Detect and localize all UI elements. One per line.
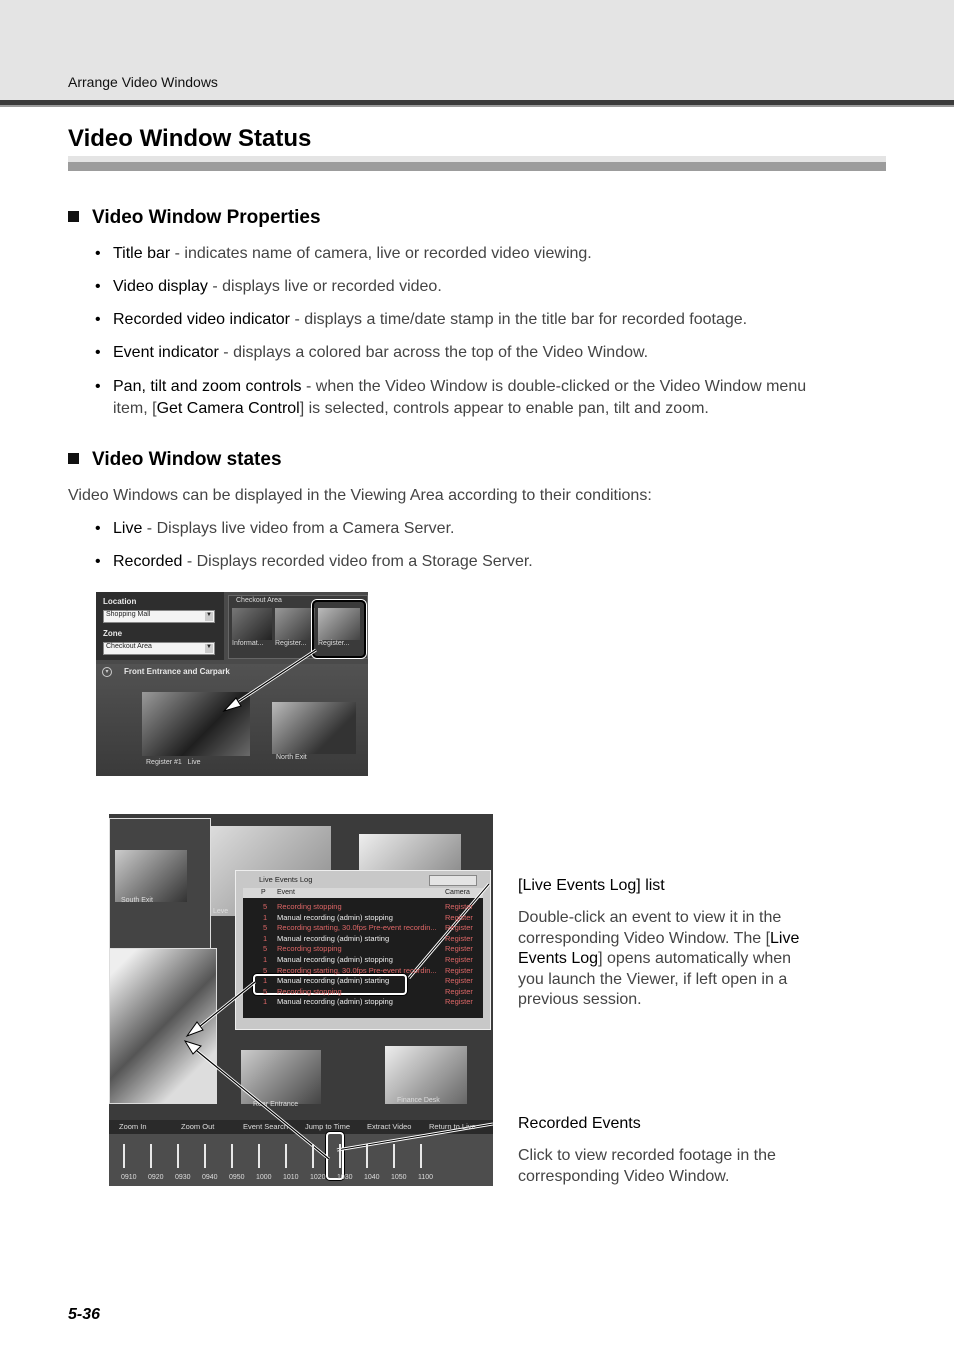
desc: - displays a colored bar across the top of the Video Window. xyxy=(218,344,649,361)
callout-log-title: [Live Events Log] list xyxy=(518,877,665,894)
bullet-icon: • xyxy=(95,278,101,295)
panel-title: Checkout Area xyxy=(236,597,282,604)
toolbar-button[interactable]: Zoom In xyxy=(119,1122,147,1131)
toolbar-button[interactable]: Zoom Out xyxy=(181,1122,215,1131)
toolbar-button[interactable]: Return to Live xyxy=(429,1122,476,1131)
video-window-title: North Exit xyxy=(276,754,307,761)
timeline-tick-label: 0910 xyxy=(121,1174,137,1181)
video-window-state: Live xyxy=(185,1090,198,1097)
states-heading xyxy=(68,449,282,471)
list-item xyxy=(95,376,845,420)
callout-recorded-body: Click to view recorded footage in the corresponding Video Window. xyxy=(518,1147,776,1185)
video-window-title: Rear Entrance xyxy=(253,1101,299,1108)
event-camera: Register xyxy=(445,997,473,1007)
chevron-down-icon: ▼ xyxy=(205,644,213,653)
callout-log-term: Live Events Log xyxy=(518,929,800,967)
desc: - indicates name of camera, live or recorded video viewing. xyxy=(170,245,592,262)
event-name: Recording starting, 30.0fps Pre-event recordin... xyxy=(277,923,437,933)
video-window-title: South Exit xyxy=(121,897,153,904)
event-camera: Register xyxy=(445,955,473,964)
header-rule-thin xyxy=(0,105,954,107)
table-row[interactable] xyxy=(245,923,481,933)
thumbnail-label: Register... xyxy=(275,640,307,647)
bullet-icon: • xyxy=(95,311,101,328)
term: Recorded video indicator xyxy=(113,311,290,328)
event-priority: 5 xyxy=(263,902,268,911)
bullet-icon: • xyxy=(95,344,101,361)
event-name: Manual recording (admin) starting xyxy=(277,933,390,943)
timeline-marker[interactable] xyxy=(123,1144,125,1168)
callout-recorded-title: Recorded Events xyxy=(518,1115,641,1132)
timeline-marker[interactable] xyxy=(258,1144,260,1168)
desc: - Displays live video from a Camera Server. xyxy=(142,520,455,537)
timeline-marker[interactable] xyxy=(420,1144,422,1168)
term: Recorded xyxy=(113,553,183,570)
term: Get Camera Control xyxy=(156,400,300,417)
event-camera: Register xyxy=(445,912,473,922)
event-name: Recording stopping xyxy=(277,944,342,954)
table-row[interactable] xyxy=(245,902,481,912)
term: Title bar xyxy=(113,245,171,262)
zone-value: Checkout Area xyxy=(106,643,152,650)
event-camera: Register xyxy=(445,976,473,986)
bullet-icon: • xyxy=(95,378,101,395)
page-title: Video Window Status xyxy=(68,125,312,152)
states-heading-text: Video Window states xyxy=(92,449,282,470)
event-priority: 1 xyxy=(263,933,268,943)
event-camera: Register xyxy=(445,965,473,975)
zone-label: Zone xyxy=(103,629,123,638)
callout-log-body xyxy=(518,908,818,1011)
viewer-screenshot-1 xyxy=(96,592,368,776)
timeline-marker[interactable] xyxy=(366,1144,368,1168)
timeline-tick-label: 0920 xyxy=(148,1174,164,1181)
table-row[interactable] xyxy=(245,997,481,1007)
event-camera: Register xyxy=(445,933,473,943)
event-priority: 5 xyxy=(263,965,268,975)
event-priority: 1 xyxy=(263,912,268,922)
toolbar-button[interactable]: Event Search xyxy=(243,1122,289,1131)
callout-log-text: Double-click an event to view it in the corresponding Video Window. The [ xyxy=(518,909,782,947)
event-name: Manual recording (admin) stopping xyxy=(277,912,393,922)
desc: - when the Video Window is double-clicked or the Video Window menu item, [ xyxy=(113,378,807,417)
desc: - Displays recorded video from a Storage Server. xyxy=(182,553,533,570)
bullet-icon: • xyxy=(95,520,101,537)
column-header-p[interactable]: P xyxy=(261,889,266,896)
location-label: Location xyxy=(103,597,137,606)
location-value: Shopping Mall xyxy=(106,611,151,618)
section-header: Arrange Video Windows xyxy=(68,74,218,90)
thumbnail-label: Register... xyxy=(318,640,350,647)
event-priority: 5 xyxy=(263,986,268,996)
event-name: Manual recording (admin) starting xyxy=(277,976,390,986)
timeline-tick-label: 1030 xyxy=(337,1174,353,1181)
page-number: 5-36 xyxy=(68,1306,101,1323)
states-intro: Video Windows can be displayed in the Viewing Area according to their conditions: xyxy=(68,487,652,504)
timeline-marker[interactable] xyxy=(150,1144,152,1168)
timeline-marker[interactable] xyxy=(285,1144,287,1168)
timeline-tick-label: 1010 xyxy=(283,1174,299,1181)
event-priority: 5 xyxy=(263,944,268,954)
table-row[interactable] xyxy=(245,944,481,954)
callout-log-text: ] opens automatically when you launch the Viewer, if left open in a previous session. xyxy=(518,950,792,1008)
timeline-tick-label: 1020 xyxy=(310,1174,326,1181)
term: Live xyxy=(113,520,143,537)
desc: ] is selected, controls appear to enable pan, tilt and zoom. xyxy=(299,400,709,417)
title-underline xyxy=(68,156,886,171)
properties-heading xyxy=(68,207,321,229)
list-item xyxy=(95,551,855,573)
timeline-marker[interactable] xyxy=(231,1144,233,1168)
chevron-down-icon: ▼ xyxy=(205,612,213,621)
list-item xyxy=(95,342,855,364)
list-item xyxy=(95,243,855,265)
timeline-tick-label: 1040 xyxy=(364,1174,380,1181)
timeline-marker[interactable] xyxy=(339,1144,341,1168)
event-camera: Register xyxy=(445,902,473,911)
event-priority: 1 xyxy=(263,955,268,964)
video-window-title: Finance Desk xyxy=(397,1097,440,1104)
timeline-tick-label: 0940 xyxy=(202,1174,218,1181)
column-header-camera[interactable]: Camera xyxy=(445,889,470,896)
timeline-tick-label: 1100 xyxy=(418,1174,434,1181)
table-row[interactable] xyxy=(245,987,481,997)
log-window-title: Live Events Log xyxy=(259,875,313,884)
list-item xyxy=(95,518,855,540)
event-name: Recording stopping xyxy=(277,986,342,996)
event-name: Recording stopping xyxy=(277,902,342,911)
timeline-tick-label: 1050 xyxy=(391,1174,407,1181)
event-camera: Register xyxy=(445,944,473,954)
table-row[interactable] xyxy=(245,976,481,986)
video-window-label: Register #1 xyxy=(146,759,182,766)
group-title: Front Entrance and Carpark xyxy=(124,667,230,676)
list-item xyxy=(95,309,855,331)
timeline-tick-label: 1000 xyxy=(256,1174,272,1181)
event-camera: Register xyxy=(445,923,473,933)
table-row[interactable] xyxy=(245,934,481,944)
toolbar-button[interactable]: Extract Video xyxy=(367,1122,412,1131)
term: Pan, tilt and zoom controls xyxy=(113,378,302,395)
timeline-marker[interactable] xyxy=(312,1144,314,1168)
square-bullet-icon xyxy=(68,211,79,222)
event-priority: 5 xyxy=(263,923,268,933)
event-name: Manual recording (admin) stopping xyxy=(277,997,393,1007)
video-window-state: Live xyxy=(187,759,201,766)
collapse-icon[interactable]: ▾ xyxy=(102,667,112,677)
column-header-event[interactable]: Event xyxy=(277,889,295,896)
table-row[interactable] xyxy=(245,955,481,965)
timeline-marker[interactable] xyxy=(177,1144,179,1168)
viewer-screenshot-2 xyxy=(109,814,493,1186)
desc: - displays a time/date stamp in the title bar for recorded footage. xyxy=(290,311,748,328)
event-name: Recording starting, 30.0fps Pre-event recordin... xyxy=(277,965,437,975)
bullet-icon: • xyxy=(95,245,101,262)
event-priority: 1 xyxy=(263,997,268,1007)
term: Video display xyxy=(113,278,208,295)
properties-heading-text: Video Window Properties xyxy=(92,207,321,228)
square-bullet-icon xyxy=(68,453,79,464)
desc: - displays live or recorded video. xyxy=(207,278,442,295)
term: Event indicator xyxy=(113,344,219,361)
timeline-marker[interactable] xyxy=(204,1144,206,1168)
list-item xyxy=(95,276,855,298)
timeline-marker[interactable] xyxy=(393,1144,395,1168)
timeline-tick-label: 0950 xyxy=(229,1174,245,1181)
bullet-icon: • xyxy=(95,553,101,570)
event-priority: 1 xyxy=(263,976,268,986)
thumbnail-label: Informat... xyxy=(232,640,264,647)
event-camera: Register xyxy=(445,986,473,996)
table-row[interactable] xyxy=(245,913,481,923)
timeline-tick-label: 0930 xyxy=(175,1174,191,1181)
video-window-title: Leve xyxy=(213,908,229,915)
event-name: Manual recording (admin) stopping xyxy=(277,955,393,964)
toolbar-button[interactable]: Jump to Time xyxy=(305,1122,351,1131)
callout-arrow xyxy=(96,592,368,776)
table-row[interactable] xyxy=(245,966,481,976)
